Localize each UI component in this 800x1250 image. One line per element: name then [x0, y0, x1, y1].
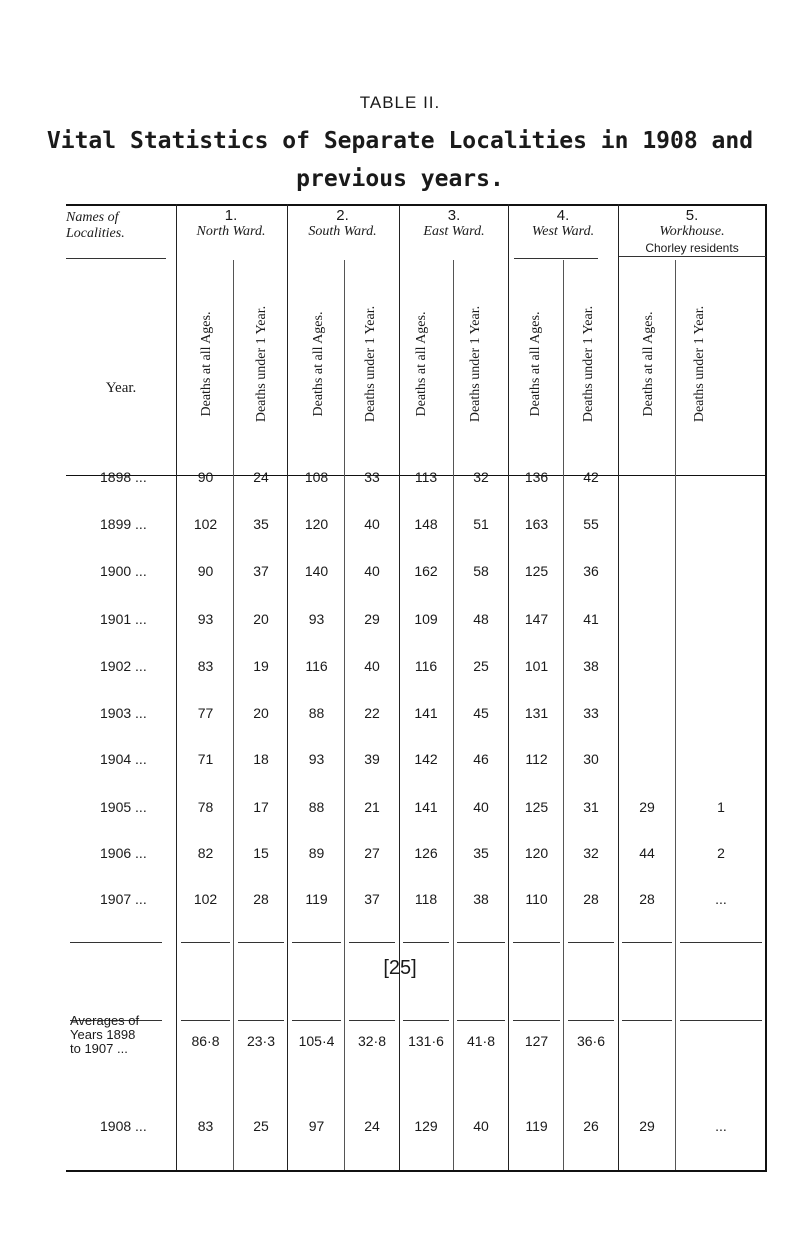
deaths-under-1-year-header: Deaths under 1 Year.: [468, 305, 483, 423]
data-row-cell: 17: [253, 799, 269, 815]
data-row-cell: 22: [364, 705, 380, 721]
row-separator: [181, 942, 230, 943]
data-row-cell: 36: [583, 563, 599, 579]
data-row-cell: 31: [583, 799, 599, 815]
data-row-cell: 33: [583, 705, 599, 721]
data-row-cell: 119: [305, 891, 328, 907]
locality-west-ward: 4. West Ward.: [531, 207, 595, 239]
data-row-cell: 120: [304, 516, 329, 532]
data-row-cell: 35: [473, 845, 489, 861]
column-divider: [618, 204, 619, 1170]
row-separator: [349, 1020, 395, 1021]
row-separator: [403, 942, 449, 943]
year-label: 1898 ...: [100, 469, 147, 485]
data-row-cell: 19: [253, 658, 269, 674]
data-row-cell: 90: [197, 469, 214, 485]
data-row-cell: 20: [253, 705, 269, 721]
deaths-under-1-year-header: Deaths under 1 Year.: [363, 305, 378, 423]
averages-row-cell: 86·8: [191, 1033, 220, 1049]
data-row-cell: 112: [525, 751, 548, 767]
data-row-cell: 44: [639, 845, 655, 861]
year-1908-row-cell: 29: [639, 1118, 655, 1134]
data-row-cell: 40: [364, 658, 380, 674]
year-label: 1904 ...: [100, 751, 147, 767]
data-row-cell: 83: [197, 658, 214, 674]
year-label: 1899 ...: [100, 516, 147, 532]
deaths-under-1-year-header: Deaths under 1 Year.: [254, 305, 269, 423]
data-row-cell: 28: [583, 891, 599, 907]
locality-workhouse: 5. Workhouse. Chorley residents: [618, 208, 766, 256]
data-row-cell: 21: [364, 799, 380, 815]
year-1908-row-cell: 25: [253, 1118, 269, 1134]
averages-row-cell: 41·8: [466, 1033, 496, 1049]
header-underline: [66, 258, 166, 259]
row-separator: [70, 942, 162, 943]
year-1908-row-cell: 26: [583, 1118, 599, 1134]
data-row-cell: 48: [473, 611, 489, 627]
data-row-cell: 108: [304, 469, 329, 485]
data-row-cell: 32: [473, 469, 489, 485]
data-row-cell: 27: [364, 845, 380, 861]
data-row-cell: 15: [253, 845, 269, 861]
column-divider: [176, 204, 177, 1170]
chorley-residents-note: Chorley residents: [645, 241, 739, 255]
data-row-cell: 110: [525, 891, 548, 907]
averages-row-cell: 36·6: [576, 1033, 606, 1049]
bottom-rule: [66, 1170, 767, 1172]
year-label: 1902 ...: [100, 658, 147, 674]
data-row-cell: 90: [197, 563, 214, 579]
subcolumn-divider: [675, 260, 676, 1170]
header-underline: [514, 258, 598, 259]
data-row-cell: 29: [364, 611, 380, 627]
averages-row-cell: 131·6: [408, 1033, 444, 1049]
row-separator: [457, 1020, 505, 1021]
row-separator: [292, 1020, 341, 1021]
year-label: 1901 ...: [100, 611, 147, 627]
data-row-cell: 141: [414, 705, 438, 721]
year-1908-row-cell: ...: [715, 1118, 727, 1134]
year-1908-row-cell: 129: [414, 1118, 438, 1134]
data-row-cell: 125: [524, 799, 549, 815]
data-row-cell: 109: [414, 611, 438, 627]
row-separator: [680, 942, 762, 943]
data-row-cell: 40: [364, 516, 380, 532]
row-separator: [568, 1020, 614, 1021]
data-row-cell: 93: [197, 611, 214, 627]
data-row-cell: 101: [524, 658, 549, 674]
data-row-cell: 162: [414, 563, 438, 579]
data-row-cell: 42: [583, 469, 599, 485]
data-row-cell: ...: [715, 891, 727, 907]
data-row-cell: 116: [305, 658, 328, 674]
year-column-label: Year.: [105, 380, 137, 396]
data-row-cell: 28: [253, 891, 269, 907]
data-row-cell: 41: [583, 611, 599, 627]
data-row-cell: 29: [639, 799, 655, 815]
page-number: [25]: [383, 957, 417, 979]
data-row-cell: 30: [583, 751, 599, 767]
year-label: 1907 ...: [100, 891, 147, 907]
data-row-cell: 37: [364, 891, 380, 907]
year-1908-row-cell: 40: [473, 1118, 489, 1134]
top-rule: [66, 204, 767, 206]
data-row-cell: 33: [364, 469, 380, 485]
row-separator: [349, 942, 395, 943]
deaths-all-ages-header: Deaths at all Ages.: [641, 311, 656, 417]
data-row-cell: 1: [717, 799, 725, 815]
year-label: 1905 ...: [100, 799, 147, 815]
data-row-cell: 102: [193, 516, 218, 532]
column-divider: [508, 204, 509, 1170]
locality-east-ward: 3. East Ward.: [423, 207, 485, 239]
data-row-cell: 37: [253, 563, 269, 579]
names-of-localities-label: Names of Localities.: [66, 210, 125, 241]
year-1908-row-cell: 97: [308, 1118, 325, 1134]
averages-row-cell: 127: [524, 1033, 549, 1049]
data-row-cell: 28: [639, 891, 655, 907]
data-row-cell: 140: [304, 563, 329, 579]
row-separator: [622, 942, 672, 943]
column-divider: [399, 204, 400, 1170]
data-row-cell: 25: [473, 658, 489, 674]
deaths-under-1-year-header: Deaths under 1 Year.: [581, 305, 596, 423]
table-label: TABLE II.: [359, 93, 441, 112]
data-row-cell: 88: [308, 705, 325, 721]
data-row-cell: 32: [583, 845, 599, 861]
averages-row-cell: 105·4: [298, 1033, 335, 1049]
data-row-cell: 77: [197, 705, 214, 721]
data-row-cell: 38: [473, 891, 489, 907]
averages-row-cell: 32·8: [357, 1033, 387, 1049]
row-separator: [292, 942, 341, 943]
data-row-cell: 51: [473, 516, 489, 532]
data-row-cell: 136: [524, 469, 549, 485]
deaths-all-ages-header: Deaths at all Ages.: [528, 311, 543, 417]
locality-south-ward: 2. South Ward.: [308, 207, 377, 239]
right-rule: [765, 204, 767, 1172]
data-row-cell: 40: [364, 563, 380, 579]
year-1908-row-cell: 83: [197, 1118, 214, 1134]
row-separator: [238, 942, 284, 943]
data-row-cell: 88: [308, 799, 325, 815]
row-separator: [457, 942, 505, 943]
data-row-cell: 125: [524, 563, 549, 579]
year-label: 1908 ...: [100, 1118, 147, 1134]
data-row-cell: 40: [473, 799, 489, 815]
year-label: 1906 ...: [100, 845, 147, 861]
data-row-cell: 38: [583, 658, 599, 674]
data-row-cell: 24: [253, 469, 269, 485]
data-row-cell: 93: [308, 751, 325, 767]
row-separator: [238, 1020, 284, 1021]
data-row-cell: 118: [414, 891, 438, 907]
data-row-cell: 163: [524, 516, 549, 532]
row-separator: [680, 1020, 762, 1021]
row-separator: [568, 942, 614, 943]
year-1908-row-cell: 24: [364, 1118, 380, 1134]
data-row-cell: 78: [197, 799, 214, 815]
row-separator: [622, 1020, 672, 1021]
data-row-cell: 116: [414, 658, 438, 674]
data-row-cell: 55: [583, 516, 599, 532]
vital-statistics-table: [66, 204, 767, 1172]
data-row-cell: 148: [414, 516, 438, 532]
averages-row-cell: 23·3: [246, 1033, 276, 1049]
data-row-cell: 131: [524, 705, 549, 721]
data-row-cell: 142: [414, 751, 438, 767]
column-divider: [287, 204, 288, 1170]
data-row-cell: 2: [717, 845, 725, 861]
data-row-cell: 18: [253, 751, 269, 767]
year-1908-row-cell: 119: [525, 1118, 548, 1134]
deaths-all-ages-header: Deaths at all Ages.: [199, 311, 214, 417]
data-row-cell: 58: [473, 563, 489, 579]
data-row-cell: 141: [414, 799, 438, 815]
data-row-cell: 120: [524, 845, 549, 861]
row-separator: [403, 1020, 449, 1021]
deaths-all-ages-header: Deaths at all Ages.: [414, 311, 429, 417]
data-row-cell: 147: [524, 611, 549, 627]
data-row-cell: 126: [414, 845, 438, 861]
workhouse-header-rule: [618, 256, 766, 257]
data-row-cell: 102: [193, 891, 218, 907]
data-row-cell: 46: [473, 751, 489, 767]
data-row-cell: 93: [308, 611, 325, 627]
row-separator: [513, 1020, 560, 1021]
deaths-all-ages-header: Deaths at all Ages.: [311, 311, 326, 417]
averages-label: Averages of Years 1898 to 1907 ...: [70, 1013, 140, 1056]
locality-north-ward: 1. North Ward.: [196, 207, 266, 239]
row-separator: [181, 1020, 230, 1021]
data-row-cell: 39: [364, 751, 380, 767]
data-row-cell: 113: [414, 469, 438, 485]
data-row-cell: 45: [473, 705, 489, 721]
data-row-cell: 71: [197, 751, 214, 767]
deaths-under-1-year-header: Deaths under 1 Year.: [692, 305, 707, 423]
year-label: 1903 ...: [100, 705, 147, 721]
data-row-cell: 35: [253, 516, 269, 532]
data-row-cell: 20: [253, 611, 269, 627]
row-separator: [513, 942, 560, 943]
data-row-cell: 89: [308, 845, 325, 861]
page-subtitle: previous years.: [296, 166, 504, 192]
year-label: 1900 ...: [100, 563, 147, 579]
data-row-cell: 82: [197, 845, 214, 861]
page-title: Vital Statistics of Separate Localities in 1908 and: [46, 128, 754, 154]
